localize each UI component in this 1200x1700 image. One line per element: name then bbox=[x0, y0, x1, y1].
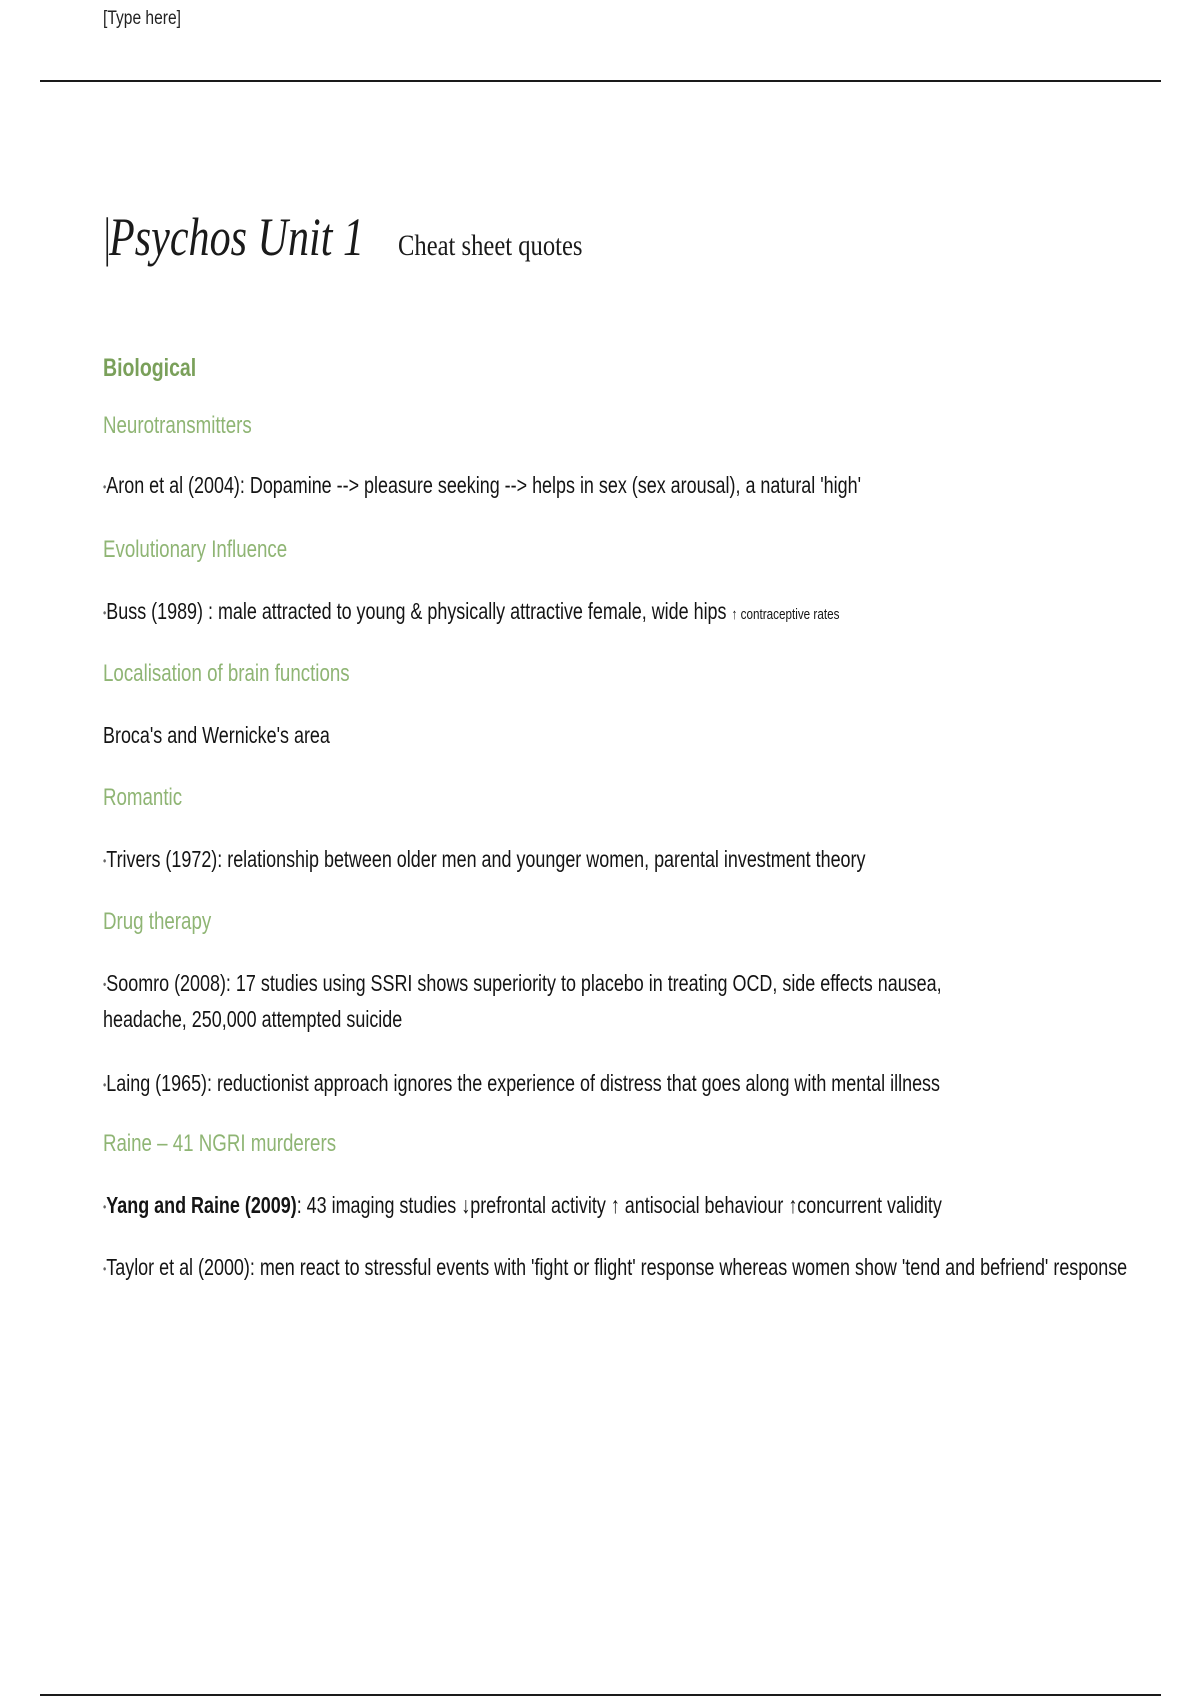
heading-romantic: Romantic bbox=[103, 784, 183, 811]
quote-laing bbox=[103, 1070, 940, 1097]
up-arrow-icon: ↑ bbox=[731, 606, 738, 623]
title-bar: | bbox=[104, 207, 111, 267]
title-subtitle: Cheat sheet quotes bbox=[397, 229, 583, 262]
quote-laing-text: Laing (1965): reductionist approach ignores the experience of distress that goes along with mental illness bbox=[106, 1070, 940, 1096]
heading-drug-therapy: Drug therapy bbox=[103, 908, 212, 935]
heading-biological: Biological bbox=[103, 354, 197, 382]
bullet: • bbox=[103, 853, 107, 868]
bullet: • bbox=[103, 977, 107, 992]
quote-yang-raine bbox=[103, 1192, 942, 1219]
quote-taylor-text: Taylor et al (2000): men react to stressful events with 'fight or flight' response whereas women show 'tend and befriend' response bbox=[106, 1254, 1128, 1280]
page-title bbox=[104, 206, 623, 268]
bullet: • bbox=[103, 1077, 107, 1092]
text-broca: Broca's and Wernicke's area bbox=[103, 722, 330, 748]
bullet: • bbox=[103, 1261, 107, 1276]
quote-aron bbox=[103, 472, 861, 499]
quote-soomro-text: Soomro (2008): 17 studies using SSRI shows superiority to placebo in treating OCD, side effects nausea, headache, 250,000 attempted suicide bbox=[103, 970, 942, 1033]
quote-trivers-text: Trivers (1972): relationship between older men and younger women, parental investment theory bbox=[106, 846, 866, 872]
bullet: • bbox=[103, 1199, 107, 1214]
bullet: • bbox=[103, 479, 107, 494]
quote-buss-text: Buss (1989) : male attracted to young & physically attractive female, wide hips bbox=[106, 598, 732, 624]
heading-neurotransmitters: Neurotransmitters bbox=[103, 412, 252, 439]
title-main: Psychos Unit 1 bbox=[108, 207, 364, 267]
quote-yang-raine-citation: Yang and Raine (2009) bbox=[106, 1192, 297, 1218]
quote-soomro bbox=[103, 966, 983, 1037]
quote-taylor bbox=[103, 1254, 1127, 1281]
quote-aron-text: Aron et al (2004): Dopamine --> pleasure seeking --> helps in sex (sex arousal), a natural 'high' bbox=[106, 472, 862, 498]
quote-trivers bbox=[103, 846, 865, 873]
footer-rule bbox=[40, 1694, 1161, 1696]
heading-evolutionary-influence: Evolutionary Influence bbox=[103, 536, 288, 563]
quote-yang-raine-text: : 43 imaging studies ↓prefrontal activity ↑ antisocial behaviour ↑concurrent validity bbox=[296, 1192, 942, 1218]
quote-buss bbox=[103, 598, 839, 625]
heading-localisation: Localisation of brain functions bbox=[103, 660, 350, 687]
heading-raine: Raine – 41 NGRI murderers bbox=[103, 1130, 337, 1157]
quote-buss-small: contraceptive rates bbox=[737, 606, 840, 623]
header-placeholder: [Type here] bbox=[103, 8, 181, 29]
header-rule bbox=[40, 80, 1161, 82]
bullet: • bbox=[103, 605, 107, 620]
